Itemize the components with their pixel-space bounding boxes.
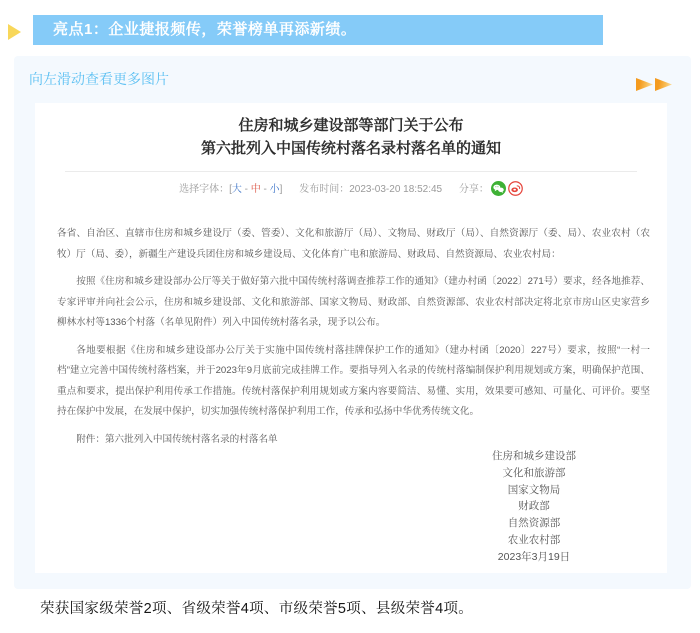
notice-title-line1: 住房和城乡建设部等部门关于公布 [238, 117, 464, 134]
notice-document-card [35, 103, 667, 573]
font-size-bracket: ] [279, 184, 283, 195]
font-size-separator: - [260, 184, 270, 195]
highlight-marker-icon [8, 24, 21, 40]
wechat-icon[interactable] [491, 181, 506, 196]
publish-time-value: 2023-03-20 18:52:45 [349, 184, 443, 195]
attachment-line: 附件：第六批列入中国传统村落名录的村落名单 [76, 433, 278, 445]
title-divider [65, 171, 637, 172]
font-size-separator: - [241, 184, 251, 195]
notice-paragraph: 各省、自治区、直辖市住房和城乡建设厅（委、管委）、文化和旅游厅（局）、文物局、财政厅（局）、自然资源厅（委、局）、农业农村（农牧）厅（局、委），新疆生产建设兵团住房和城乡建设局、文化体育广电和旅游局、财政局、自然资源局、农业农村局： [57, 228, 650, 260]
image-gallery-panel [14, 56, 691, 589]
publish-time-label: 发布时间： [299, 184, 350, 195]
slide-more-control[interactable] [636, 78, 672, 91]
weibo-icon[interactable] [508, 181, 523, 196]
arrow-right-icon[interactable] [636, 78, 653, 91]
signature-agency: 住房和城乡建设部 [492, 450, 576, 462]
notice-body [57, 224, 650, 457]
signature-agency: 财政部 [518, 500, 550, 513]
signature-block [492, 448, 576, 566]
notice-meta-bar [35, 180, 667, 196]
notice-paragraph: 按照《住房和城乡建设部办公厅等关于做好第六批中国传统村落调查推荐工作的通知》（建办村函〔2022〕271号）要求，经各地推荐、专家评审并向社会公示，住房和城乡建设部、文化和旅游部、国家文物局、财政部、自然资源部、农业农村部决定将北京市房山区史家营乡柳林水村等1336个村落（名单见附件）列入中国传统村落名录，现予以公布。 [57, 276, 650, 328]
highlight-banner-label: 亮点1：企业捷报频传，荣誉榜单再添新绩。 [53, 21, 357, 38]
font-size-small-link[interactable]: 小 [269, 184, 280, 195]
signature-agency: 自然资源部 [507, 517, 561, 530]
highlight-banner [33, 15, 603, 45]
arrow-right-icon[interactable] [655, 78, 672, 91]
notice-title-line2: 第六批列入中国传统村落名录村落名单的通知 [200, 140, 501, 157]
font-size-large-link[interactable]: 大 [231, 184, 242, 195]
signature-agency: 国家文物局 [507, 483, 561, 496]
signature-agency: 文化和旅游部 [502, 466, 566, 479]
honors-summary-text: 荣获国家级荣誉2项、省级荣誉4项、市级荣誉5项、县级荣誉4项。 [40, 601, 474, 617]
notice-paragraph: 各地要根据《住房和城乡建设部办公厅关于实施中国传统村落挂牌保护工作的通知》（建办村函〔2020〕227号）要求，按照“一村一档”建立完善中国传统村落档案，并于2023年9月底前完成挂牌工作。要指导列入名录的传统村落编制保护利用规划或方案，明确保护范围、重点和要求，提出保护利用传承工作措施。传统村落保护利用规划或方案内容要简洁、易懂、实用，效果要可感知、可量化、可评价。要坚持在保护中发展，在发展中保护，切实加强传统村落保护利用工作，传承和弘扬中华优秀传统文化。 [57, 344, 650, 417]
signature-agency: 农业农村部 [507, 533, 561, 546]
signature-date: 2023年3月19日 [497, 550, 571, 563]
font-size-label: 选择字体：[ [179, 184, 232, 195]
swipe-hint-label: 向左滑动查看更多图片 [29, 71, 169, 87]
font-size-medium-link[interactable]: 中 [250, 184, 261, 195]
share-label: 分享： [458, 184, 489, 195]
notice-title [35, 114, 667, 160]
